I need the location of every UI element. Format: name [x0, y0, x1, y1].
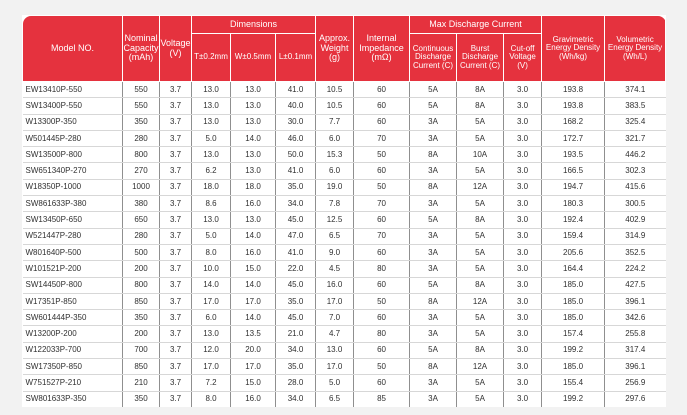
cell-burst: 5A: [457, 375, 504, 391]
cell-dim-t: 14.0: [192, 277, 231, 293]
cell-capacity: 280: [123, 130, 160, 146]
cell-voltage: 3.7: [160, 147, 192, 163]
cell-gravimetric: 199.2: [542, 342, 605, 358]
cell-voltage: 3.7: [160, 244, 192, 260]
cell-dim-w: 14.0: [231, 130, 276, 146]
header-voltage: Voltage (V): [160, 16, 192, 82]
cell-continuous: 8A: [410, 179, 457, 195]
cell-burst: 5A: [457, 114, 504, 130]
cell-dim-w: 16.0: [231, 196, 276, 212]
cell-cutoff: 3.0: [504, 130, 542, 146]
cell-dim-t: 17.0: [192, 359, 231, 375]
cell-gravimetric: 159.4: [542, 228, 605, 244]
table-row: [23, 228, 666, 244]
cell-gravimetric: 193.8: [542, 98, 605, 114]
cell-cutoff: 3.0: [504, 310, 542, 326]
cell-dim-w: 17.0: [231, 359, 276, 375]
cell-dim-t: 13.0: [192, 326, 231, 342]
header-dimensions: Dimensions: [192, 16, 316, 34]
cell-dim-t: 6.0: [192, 310, 231, 326]
cell-impedance: 60: [354, 244, 410, 260]
cell-model: W17351P-850: [23, 293, 123, 309]
cell-dim-w: 14.0: [231, 310, 276, 326]
cell-burst: 8A: [457, 277, 504, 293]
table-row: [23, 359, 666, 375]
cell-model: SW13400P-550: [23, 98, 123, 114]
cell-dim-l: 46.0: [276, 130, 316, 146]
cell-gravimetric: 155.4: [542, 375, 605, 391]
table-row: [23, 163, 666, 179]
cell-dim-w: 17.0: [231, 293, 276, 309]
cell-dim-w: 16.0: [231, 244, 276, 260]
cell-dim-w: 14.0: [231, 228, 276, 244]
cell-capacity: 800: [123, 147, 160, 163]
cell-dim-t: 13.0: [192, 98, 231, 114]
cell-continuous: 8A: [410, 293, 457, 309]
cell-weight: 6.0: [316, 163, 354, 179]
table-row: [23, 310, 666, 326]
cell-cutoff: 3.0: [504, 98, 542, 114]
cell-volumetric: 383.5: [605, 98, 666, 114]
table-row: [23, 130, 666, 146]
cell-cutoff: 3.0: [504, 293, 542, 309]
cell-gravimetric: 185.0: [542, 359, 605, 375]
cell-cutoff: 3.0: [504, 244, 542, 260]
table-row: [23, 98, 666, 114]
cell-volumetric: 396.1: [605, 359, 666, 375]
cell-dim-w: 13.0: [231, 114, 276, 130]
table-row: [23, 147, 666, 163]
cell-cutoff: 3.0: [504, 359, 542, 375]
cell-weight: 5.0: [316, 375, 354, 391]
cell-burst: 8A: [457, 212, 504, 228]
cell-dim-w: 13.0: [231, 163, 276, 179]
cell-capacity: 700: [123, 342, 160, 358]
cell-impedance: 80: [354, 261, 410, 277]
table-row: [23, 244, 666, 260]
cell-capacity: 270: [123, 163, 160, 179]
cell-capacity: 280: [123, 228, 160, 244]
cell-voltage: 3.7: [160, 277, 192, 293]
cell-weight: 6.5: [316, 391, 354, 407]
cell-dim-l: 35.0: [276, 179, 316, 195]
table-row: [23, 82, 666, 98]
cell-capacity: 550: [123, 98, 160, 114]
cell-model: W13300P-350: [23, 114, 123, 130]
cell-burst: 5A: [457, 326, 504, 342]
cell-burst: 8A: [457, 98, 504, 114]
cell-continuous: 5A: [410, 212, 457, 228]
cell-weight: 4.7: [316, 326, 354, 342]
header-gravimetric: Gravimetric Energy Density (Wh/kg): [542, 16, 605, 82]
cell-volumetric: 256.9: [605, 375, 666, 391]
cell-model: SW861633P-380: [23, 196, 123, 212]
cell-burst: 8A: [457, 342, 504, 358]
cell-volumetric: 255.8: [605, 326, 666, 342]
cell-dim-w: 13.0: [231, 82, 276, 98]
cell-weight: 19.0: [316, 179, 354, 195]
header-dim-l: L±0.1mm: [276, 34, 316, 82]
table-row: [23, 114, 666, 130]
cell-dim-l: 45.0: [276, 310, 316, 326]
cell-voltage: 3.7: [160, 163, 192, 179]
cell-voltage: 3.7: [160, 212, 192, 228]
cell-gravimetric: 164.4: [542, 261, 605, 277]
cell-gravimetric: 194.7: [542, 179, 605, 195]
cell-cutoff: 3.0: [504, 82, 542, 98]
cell-volumetric: 224.2: [605, 261, 666, 277]
cell-dim-l: 45.0: [276, 212, 316, 228]
cell-gravimetric: 193.8: [542, 82, 605, 98]
cell-cutoff: 3.0: [504, 375, 542, 391]
cell-volumetric: 342.6: [605, 310, 666, 326]
cell-dim-l: 21.0: [276, 326, 316, 342]
cell-dim-t: 13.0: [192, 114, 231, 130]
cell-volumetric: 446.2: [605, 147, 666, 163]
cell-impedance: 60: [354, 375, 410, 391]
cell-volumetric: 402.9: [605, 212, 666, 228]
cell-voltage: 3.7: [160, 130, 192, 146]
cell-continuous: 5A: [410, 82, 457, 98]
header-capacity: Nominal Capacity (mAh): [123, 16, 160, 82]
cell-dim-l: 34.0: [276, 196, 316, 212]
cell-capacity: 850: [123, 359, 160, 375]
cell-cutoff: 3.0: [504, 179, 542, 195]
cell-continuous: 3A: [410, 130, 457, 146]
cell-gravimetric: 166.5: [542, 163, 605, 179]
cell-model: W521447P-280: [23, 228, 123, 244]
cell-gravimetric: 180.3: [542, 196, 605, 212]
cell-capacity: 800: [123, 277, 160, 293]
cell-burst: 5A: [457, 196, 504, 212]
cell-continuous: 3A: [410, 375, 457, 391]
cell-weight: 7.7: [316, 114, 354, 130]
cell-volumetric: 314.9: [605, 228, 666, 244]
table-row: [23, 212, 666, 228]
cell-weight: 17.0: [316, 293, 354, 309]
cell-gravimetric: 168.2: [542, 114, 605, 130]
table-row: [23, 391, 666, 407]
cell-impedance: 60: [354, 277, 410, 293]
cell-dim-l: 35.0: [276, 293, 316, 309]
cell-impedance: 50: [354, 147, 410, 163]
header-max-discharge: Max Discharge Current: [410, 16, 542, 34]
table-row: [23, 277, 666, 293]
cell-cutoff: 3.0: [504, 391, 542, 407]
cell-dim-l: 47.0: [276, 228, 316, 244]
cell-impedance: 85: [354, 391, 410, 407]
cell-model: SW17350P-850: [23, 359, 123, 375]
cell-continuous: 5A: [410, 342, 457, 358]
table-body: [23, 82, 666, 407]
header-impedance: Internal Impedance (mΩ): [354, 16, 410, 82]
cell-burst: 8A: [457, 82, 504, 98]
cell-voltage: 3.7: [160, 261, 192, 277]
cell-burst: 5A: [457, 261, 504, 277]
header-model: Model NO.: [23, 16, 123, 82]
cell-dim-w: 15.0: [231, 375, 276, 391]
cell-cutoff: 3.0: [504, 163, 542, 179]
cell-model: W13200P-200: [23, 326, 123, 342]
table-row: [23, 261, 666, 277]
table-row: [23, 179, 666, 195]
cell-voltage: 3.7: [160, 98, 192, 114]
cell-gravimetric: 172.7: [542, 130, 605, 146]
cell-volumetric: 300.5: [605, 196, 666, 212]
cell-burst: 12A: [457, 293, 504, 309]
cell-continuous: 3A: [410, 114, 457, 130]
cell-weight: 15.3: [316, 147, 354, 163]
cell-dim-l: 34.0: [276, 342, 316, 358]
cell-continuous: 8A: [410, 359, 457, 375]
cell-dim-w: 14.0: [231, 277, 276, 293]
cell-dim-w: 13.5: [231, 326, 276, 342]
cell-continuous: 5A: [410, 98, 457, 114]
cell-capacity: 850: [123, 293, 160, 309]
cell-dim-t: 10.0: [192, 261, 231, 277]
cell-model: W18350P-1000: [23, 179, 123, 195]
cell-model: SW801633P-350: [23, 391, 123, 407]
table-row: [23, 293, 666, 309]
cell-voltage: 3.7: [160, 326, 192, 342]
cell-dim-w: 18.0: [231, 179, 276, 195]
cell-volumetric: 297.6: [625, 394, 646, 404]
cell-weight: 9.0: [316, 244, 354, 260]
cell-impedance: 50: [354, 293, 410, 309]
cell-capacity: 1000: [123, 179, 160, 195]
cell-gravimetric: 192.4: [542, 212, 605, 228]
cell-burst: 5A: [457, 310, 504, 326]
header-continuous: Continuous Discharge Current (C): [410, 34, 457, 82]
cell-impedance: 50: [354, 179, 410, 195]
cell-dim-l: 41.0: [276, 244, 316, 260]
cell-impedance: 60: [354, 310, 410, 326]
cell-model: W751527P-210: [23, 375, 123, 391]
cell-dim-t: 8.0: [192, 391, 231, 407]
header-dim-t: T±0.2mm: [192, 34, 231, 82]
cell-capacity: 380: [123, 196, 160, 212]
table-header: [23, 16, 666, 82]
cell-dim-t: 18.0: [192, 179, 231, 195]
cell-dim-l: 50.0: [276, 147, 316, 163]
table-row: [23, 196, 666, 212]
cell-model: W801640P-500: [23, 244, 123, 260]
cell-cutoff: 3.0: [504, 277, 542, 293]
cell-voltage: 3.7: [160, 179, 192, 195]
cell-burst: 5A: [457, 228, 504, 244]
cell-capacity: 350: [123, 310, 160, 326]
cell-weight: 6.0: [316, 130, 354, 146]
cell-dim-l: 28.0: [276, 375, 316, 391]
cell-dim-t: 5.0: [192, 228, 231, 244]
cell-capacity: 350: [123, 114, 160, 130]
cell-model: SW651340P-270: [23, 163, 123, 179]
cell-weight: 13.0: [316, 342, 354, 358]
cell-model: W101521P-200: [23, 261, 123, 277]
cell-capacity: 650: [123, 212, 160, 228]
cell-impedance: 60: [354, 82, 410, 98]
cell-volumetric: 352.5: [605, 244, 666, 260]
cell-voltage: 3.7: [160, 310, 192, 326]
cell-gravimetric: 157.4: [542, 326, 605, 342]
cell-volumetric: 321.7: [605, 130, 666, 146]
battery-spec-table-container: [22, 15, 665, 407]
cell-model: SW13450P-650: [23, 212, 123, 228]
cell-dim-w: 20.0: [231, 342, 276, 358]
cell-cutoff: 3.0: [504, 326, 542, 342]
cell-gravimetric: 185.0: [542, 310, 605, 326]
cell-burst: 10A: [457, 147, 504, 163]
cell-capacity: 500: [123, 244, 160, 260]
cell-gravimetric: 193.5: [542, 147, 605, 163]
cell-burst: 5A: [457, 391, 504, 407]
cell-continuous: 3A: [410, 310, 457, 326]
cell-continuous: 3A: [410, 163, 457, 179]
cell-continuous: 3A: [410, 261, 457, 277]
cell-volumetric: 317.4: [605, 342, 666, 358]
cell-continuous: 3A: [410, 244, 457, 260]
cell-cutoff: 3.0: [504, 342, 542, 358]
header-cutoff: Cut-off Voltage (V): [504, 34, 542, 82]
cell-dim-l: 41.0: [276, 163, 316, 179]
header-dim-w: W±0.5mm: [231, 34, 276, 82]
cell-gravimetric: 199.2: [542, 391, 605, 407]
cell-voltage: 3.7: [160, 293, 192, 309]
cell-voltage: 3.7: [160, 196, 192, 212]
cell-model: W122033P-700: [23, 342, 123, 358]
table-row: [23, 342, 666, 358]
cell-volumetric: 396.1: [605, 293, 666, 309]
header-burst: Burst Discharge Current (C): [457, 34, 504, 82]
cell-impedance: 80: [354, 326, 410, 342]
cell-impedance: 70: [354, 130, 410, 146]
cell-gravimetric: 185.0: [542, 277, 605, 293]
cell-dim-w: 13.0: [231, 98, 276, 114]
cell-impedance: 60: [354, 342, 410, 358]
cell-dim-t: 8.6: [192, 196, 231, 212]
cell-dim-l: 30.0: [276, 114, 316, 130]
cell-weight: 16.0: [316, 277, 354, 293]
cell-voltage: 3.7: [160, 114, 192, 130]
cell-cutoff: 3.0: [504, 147, 542, 163]
cell-dim-l: 45.0: [276, 277, 316, 293]
cell-weight: 10.5: [316, 98, 354, 114]
cell-impedance: 70: [354, 196, 410, 212]
cell-dim-t: 13.0: [192, 82, 231, 98]
cell-weight: 7.0: [316, 310, 354, 326]
cell-dim-t: 13.0: [192, 147, 231, 163]
cell-voltage: 3.7: [160, 391, 192, 407]
cell-cutoff: 3.0: [504, 196, 542, 212]
cell-capacity: 210: [123, 375, 160, 391]
cell-cutoff: 3.0: [504, 261, 542, 277]
cell-cutoff: 3.0: [504, 114, 542, 130]
cell-weight: 7.8: [316, 196, 354, 212]
cell-weight: 6.5: [316, 228, 354, 244]
cell-volumetric: 427.5: [605, 277, 666, 293]
cell-dim-l: 41.0: [276, 82, 316, 98]
cell-weight: 10.5: [316, 82, 354, 98]
cell-voltage: 3.7: [160, 359, 192, 375]
cell-gravimetric: 185.0: [542, 293, 605, 309]
cell-dim-w: 13.0: [231, 147, 276, 163]
cell-burst: 5A: [457, 130, 504, 146]
cell-model: SW601444P-350: [23, 310, 123, 326]
cell-dim-t: 5.0: [192, 130, 231, 146]
cell-gravimetric: 205.6: [542, 244, 605, 260]
cell-continuous: 3A: [410, 228, 457, 244]
cell-dim-l: 34.0: [276, 391, 316, 407]
cell-dim-w: 16.0: [231, 391, 276, 407]
cell-impedance: 70: [354, 228, 410, 244]
cell-continuous: 8A: [410, 147, 457, 163]
cell-dim-w: 13.0: [231, 212, 276, 228]
cell-model: EW13410P-550: [23, 82, 123, 98]
cell-capacity: 550: [123, 82, 160, 98]
cell-voltage: 3.7: [160, 342, 192, 358]
cell-weight: 17.0: [316, 359, 354, 375]
cell-dim-l: 35.0: [276, 359, 316, 375]
cell-dim-l: 40.0: [276, 98, 316, 114]
cell-dim-t: 12.0: [192, 342, 231, 358]
cell-model: W501445P-280: [23, 130, 123, 146]
cell-burst: 12A: [457, 179, 504, 195]
cell-continuous: 3A: [410, 326, 457, 342]
cell-impedance: 60: [354, 163, 410, 179]
cell-voltage: 3.7: [160, 82, 192, 98]
cell-weight: 4.5: [316, 261, 354, 277]
cell-capacity: 200: [123, 326, 160, 342]
cell-volumetric: 325.4: [605, 114, 666, 130]
cell-burst: 5A: [457, 244, 504, 260]
cell-dim-l: 22.0: [276, 261, 316, 277]
header-volumetric: Volumetric Energy Density (Wh/L): [605, 16, 666, 82]
table-row: [23, 375, 666, 391]
cell-volumetric: 374.1: [605, 82, 666, 98]
cell-cutoff: 3.0: [504, 228, 542, 244]
battery-spec-table: [22, 15, 666, 407]
cell-cutoff: 3.0: [504, 212, 542, 228]
cell-dim-t: 8.0: [192, 244, 231, 260]
cell-dim-t: 17.0: [192, 293, 231, 309]
cell-continuous: 3A: [410, 391, 457, 407]
cell-burst: 12A: [457, 359, 504, 375]
cell-volumetric: 415.6: [605, 179, 666, 195]
cell-continuous: 3A: [410, 196, 457, 212]
cell-impedance: 60: [354, 98, 410, 114]
cell-dim-t: 7.2: [192, 375, 231, 391]
cell-dim-t: 13.0: [192, 212, 231, 228]
cell-dim-w: 15.0: [231, 261, 276, 277]
cell-model: SW14450P-800: [23, 277, 123, 293]
cell-impedance: 60: [354, 114, 410, 130]
cell-capacity: 200: [123, 261, 160, 277]
cell-voltage: 3.7: [160, 375, 192, 391]
cell-volumetric: 302.3: [605, 163, 666, 179]
cell-voltage: 3.7: [160, 228, 192, 244]
cell-continuous: 5A: [410, 277, 457, 293]
cell-burst: 5A: [457, 163, 504, 179]
cell-impedance: 50: [354, 359, 410, 375]
cell-dim-t: 6.2: [192, 163, 231, 179]
table-row: [23, 326, 666, 342]
cell-model: SW13500P-800: [23, 147, 123, 163]
header-weight: Approx. Weight (g): [316, 16, 354, 82]
cell-impedance: 60: [354, 212, 410, 228]
cell-weight: 12.5: [316, 212, 354, 228]
cell-capacity: 350: [123, 391, 160, 407]
